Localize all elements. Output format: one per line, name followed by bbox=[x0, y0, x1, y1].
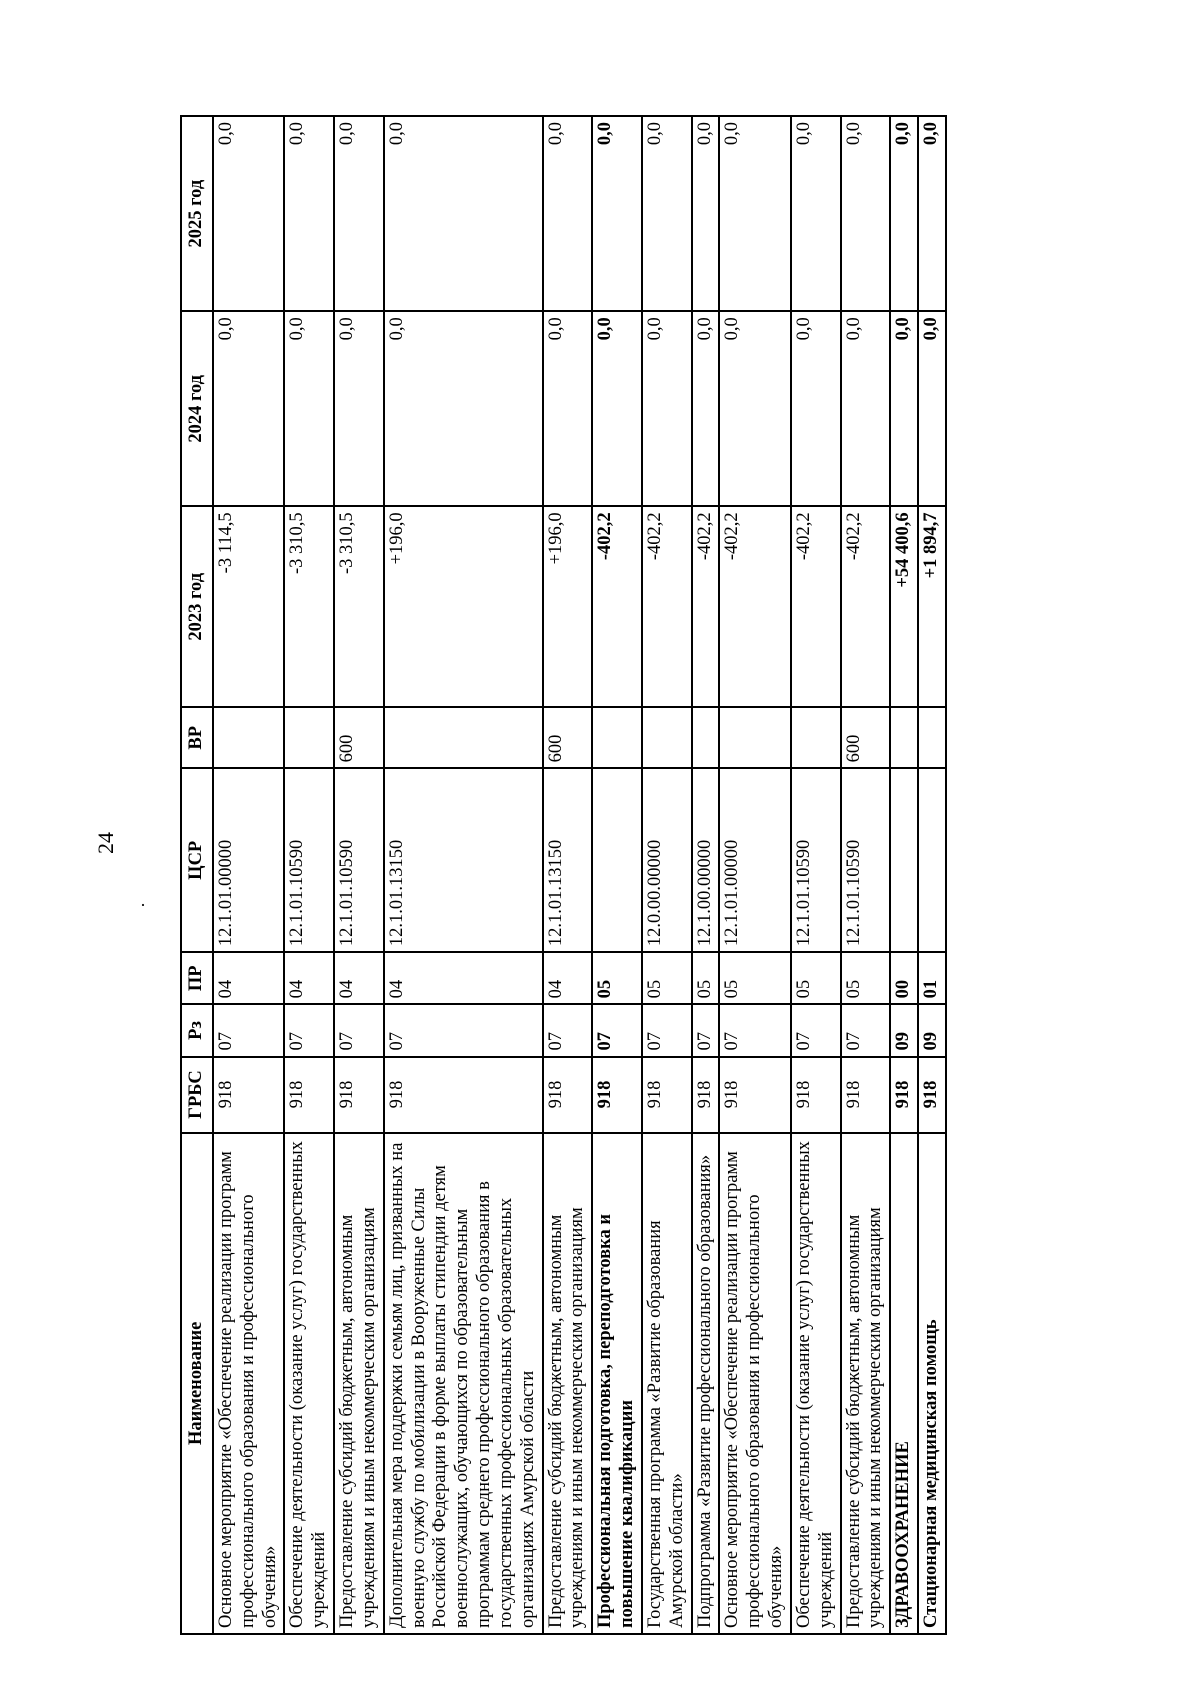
cell-2023: -402,2 bbox=[719, 506, 790, 707]
cell-pr: 05 bbox=[592, 952, 642, 1004]
cell-grbs: 918 bbox=[719, 1057, 790, 1133]
cell-2024: 0,0 bbox=[384, 311, 543, 506]
cell-2025: 0,0 bbox=[692, 116, 720, 311]
cell-name: Профессиональная подготовка, переподготовка и повышение квалификации bbox=[592, 1133, 642, 1634]
cell-csr: 12.1.01.00000 bbox=[213, 768, 284, 952]
cell-rz: 07 bbox=[719, 1004, 790, 1056]
cell-rz: 07 bbox=[334, 1004, 384, 1056]
cell-2023: -402,2 bbox=[592, 506, 642, 707]
cell-csr: 12.1.01.10590 bbox=[284, 768, 334, 952]
cell-grbs: 918 bbox=[642, 1057, 692, 1133]
cell-2023: +196,0 bbox=[384, 506, 543, 707]
cell-name: Стационарная медицинская помощь bbox=[918, 1133, 946, 1634]
table-row bbox=[642, 116, 692, 1634]
cell-2024: 0,0 bbox=[334, 311, 384, 506]
cell-csr: 12.1.01.10590 bbox=[791, 768, 841, 952]
cell-name: Основное мероприятие «Обеспечение реализации программ профессионального образования и профессионального обучения» bbox=[213, 1133, 284, 1634]
cell-pr: 05 bbox=[692, 952, 720, 1004]
table-row bbox=[213, 116, 284, 1634]
cell-csr bbox=[890, 768, 918, 952]
table-row bbox=[890, 116, 918, 1634]
cell-csr: 12.1.01.10590 bbox=[334, 768, 384, 952]
table-row bbox=[543, 116, 593, 1634]
cell-vr bbox=[692, 707, 720, 768]
header-csr: ЦСР bbox=[181, 768, 213, 952]
cell-vr bbox=[890, 707, 918, 768]
cell-2023: -3 310,5 bbox=[284, 506, 334, 707]
cell-grbs: 918 bbox=[284, 1057, 334, 1133]
cell-csr: 12.1.01.10590 bbox=[841, 768, 891, 952]
table-row bbox=[841, 116, 891, 1634]
cell-2023: -402,2 bbox=[692, 506, 720, 707]
cell-rz: 07 bbox=[384, 1004, 543, 1056]
cell-csr: 12.1.01.13150 bbox=[543, 768, 593, 952]
cell-pr: 05 bbox=[642, 952, 692, 1004]
cell-pr: 04 bbox=[384, 952, 543, 1004]
cell-rz: 07 bbox=[213, 1004, 284, 1056]
cell-pr: 04 bbox=[334, 952, 384, 1004]
cell-2023: -402,2 bbox=[841, 506, 891, 707]
header-rz: Рз bbox=[181, 1004, 213, 1056]
cell-2024: 0,0 bbox=[692, 311, 720, 506]
cell-name: Государственная программа «Развитие образования Амурской области» bbox=[642, 1133, 692, 1634]
cell-csr: 12.0.00.00000 bbox=[642, 768, 692, 952]
cell-2025: 0,0 bbox=[592, 116, 642, 311]
header-vr: ВР bbox=[181, 707, 213, 768]
cell-vr: 600 bbox=[334, 707, 384, 768]
cell-rz: 07 bbox=[592, 1004, 642, 1056]
table-body bbox=[213, 116, 946, 1634]
cell-vr bbox=[918, 707, 946, 768]
cell-2025: 0,0 bbox=[791, 116, 841, 311]
rotated-table-wrapper bbox=[180, 115, 1080, 1635]
cell-vr bbox=[791, 707, 841, 768]
cell-2023: -3 310,5 bbox=[334, 506, 384, 707]
cell-rz: 09 bbox=[890, 1004, 918, 1056]
cell-rz: 07 bbox=[543, 1004, 593, 1056]
table-header-row bbox=[181, 116, 213, 1634]
cell-vr bbox=[384, 707, 543, 768]
cell-pr: 04 bbox=[284, 952, 334, 1004]
scan-dot: · bbox=[140, 895, 146, 915]
table-row bbox=[384, 116, 543, 1634]
header-2023: 2023 год bbox=[181, 506, 213, 707]
cell-grbs: 918 bbox=[384, 1057, 543, 1133]
cell-grbs: 918 bbox=[841, 1057, 891, 1133]
cell-2025: 0,0 bbox=[719, 116, 790, 311]
cell-vr bbox=[719, 707, 790, 768]
cell-vr bbox=[284, 707, 334, 768]
table-row bbox=[592, 116, 642, 1634]
cell-2025: 0,0 bbox=[284, 116, 334, 311]
table-row bbox=[918, 116, 946, 1634]
cell-name: Обеспечение деятельности (оказание услуг) государственных учреждений bbox=[791, 1133, 841, 1634]
cell-vr bbox=[642, 707, 692, 768]
cell-2025: 0,0 bbox=[642, 116, 692, 311]
cell-grbs: 918 bbox=[543, 1057, 593, 1133]
cell-2023: +54 400,6 bbox=[890, 506, 918, 707]
cell-2024: 0,0 bbox=[719, 311, 790, 506]
cell-name: Предоставление субсидий бюджетным, автономным учреждениям и иным некоммерческим организациям bbox=[841, 1133, 891, 1634]
cell-name: Основное мероприятие «Обеспечение реализации программ профессионального образования и профессионального обучения» bbox=[719, 1133, 790, 1634]
page-number: 24 bbox=[93, 832, 118, 854]
table-row bbox=[719, 116, 790, 1634]
cell-grbs: 918 bbox=[692, 1057, 720, 1133]
cell-2025: 0,0 bbox=[841, 116, 891, 311]
cell-2023: -3 114,5 bbox=[213, 506, 284, 707]
cell-pr: 05 bbox=[791, 952, 841, 1004]
cell-2025: 0,0 bbox=[213, 116, 284, 311]
cell-2025: 0,0 bbox=[890, 116, 918, 311]
cell-2024: 0,0 bbox=[284, 311, 334, 506]
cell-csr: 12.1.00.00000 bbox=[692, 768, 720, 952]
cell-csr: 12.1.01.13150 bbox=[384, 768, 543, 952]
cell-rz: 07 bbox=[791, 1004, 841, 1056]
cell-grbs: 918 bbox=[890, 1057, 918, 1133]
cell-2024: 0,0 bbox=[890, 311, 918, 506]
header-2024: 2024 год bbox=[181, 311, 213, 506]
cell-name: Предоставление субсидий бюджетным, автономным учреждениям и иным некоммерческим организациям bbox=[543, 1133, 593, 1634]
cell-2023: -402,2 bbox=[791, 506, 841, 707]
cell-rz: 07 bbox=[692, 1004, 720, 1056]
cell-rz: 09 bbox=[918, 1004, 946, 1056]
cell-2024: 0,0 bbox=[213, 311, 284, 506]
header-2025: 2025 год bbox=[181, 116, 213, 311]
cell-name: Обеспечение деятельности (оказание услуг) государственных учреждений bbox=[284, 1133, 334, 1634]
cell-grbs: 918 bbox=[334, 1057, 384, 1133]
cell-name: ЗДРАВООХРАНЕНИЕ bbox=[890, 1133, 918, 1634]
cell-2024: 0,0 bbox=[592, 311, 642, 506]
cell-pr: 05 bbox=[841, 952, 891, 1004]
cell-name: Дополнительная мера поддержки семьям лиц, призванных на военную службу по мобилизации в Вооруженные Силы Российской Федерации в форме выплаты стипендии детям военнослужащих, обучающихся по образовательным программам среднего профессионального образования в государственных профессиональных образовательных организациях Амурской области bbox=[384, 1133, 543, 1634]
cell-vr bbox=[213, 707, 284, 768]
cell-2025: 0,0 bbox=[334, 116, 384, 311]
cell-pr: 04 bbox=[543, 952, 593, 1004]
cell-2024: 0,0 bbox=[642, 311, 692, 506]
cell-pr: 01 bbox=[918, 952, 946, 1004]
cell-rz: 07 bbox=[841, 1004, 891, 1056]
table-row bbox=[284, 116, 334, 1634]
cell-rz: 07 bbox=[642, 1004, 692, 1056]
cell-csr bbox=[592, 768, 642, 952]
cell-grbs: 918 bbox=[791, 1057, 841, 1133]
cell-name: Подпрограмма «Развитие профессионального образования» bbox=[692, 1133, 720, 1634]
cell-2024: 0,0 bbox=[543, 311, 593, 506]
cell-grbs: 918 bbox=[918, 1057, 946, 1133]
cell-2025: 0,0 bbox=[918, 116, 946, 311]
cell-2025: 0,0 bbox=[543, 116, 593, 311]
cell-2023: +196,0 bbox=[543, 506, 593, 707]
cell-2023: -402,2 bbox=[642, 506, 692, 707]
table-row bbox=[334, 116, 384, 1634]
cell-2024: 0,0 bbox=[841, 311, 891, 506]
cell-2023: +1 894,7 bbox=[918, 506, 946, 707]
cell-pr: 00 bbox=[890, 952, 918, 1004]
cell-vr bbox=[592, 707, 642, 768]
cell-pr: 04 bbox=[213, 952, 284, 1004]
header-name: Наименование bbox=[181, 1133, 213, 1634]
cell-grbs: 918 bbox=[213, 1057, 284, 1133]
cell-grbs: 918 bbox=[592, 1057, 642, 1133]
table-row bbox=[692, 116, 720, 1634]
cell-vr: 600 bbox=[841, 707, 891, 768]
header-pr: ПР bbox=[181, 952, 213, 1004]
header-grbs: ГРБС bbox=[181, 1057, 213, 1133]
cell-csr: 12.1.01.00000 bbox=[719, 768, 790, 952]
cell-rz: 07 bbox=[284, 1004, 334, 1056]
table-row bbox=[791, 116, 841, 1634]
cell-name: Предоставление субсидий бюджетным, автономным учреждениям и иным некоммерческим организациям bbox=[334, 1133, 384, 1634]
cell-2024: 0,0 bbox=[791, 311, 841, 506]
cell-vr: 600 bbox=[543, 707, 593, 768]
cell-csr bbox=[918, 768, 946, 952]
cell-pr: 05 bbox=[719, 952, 790, 1004]
cell-2025: 0,0 bbox=[384, 116, 543, 311]
budget-table bbox=[180, 115, 947, 1635]
cell-2024: 0,0 bbox=[918, 311, 946, 506]
